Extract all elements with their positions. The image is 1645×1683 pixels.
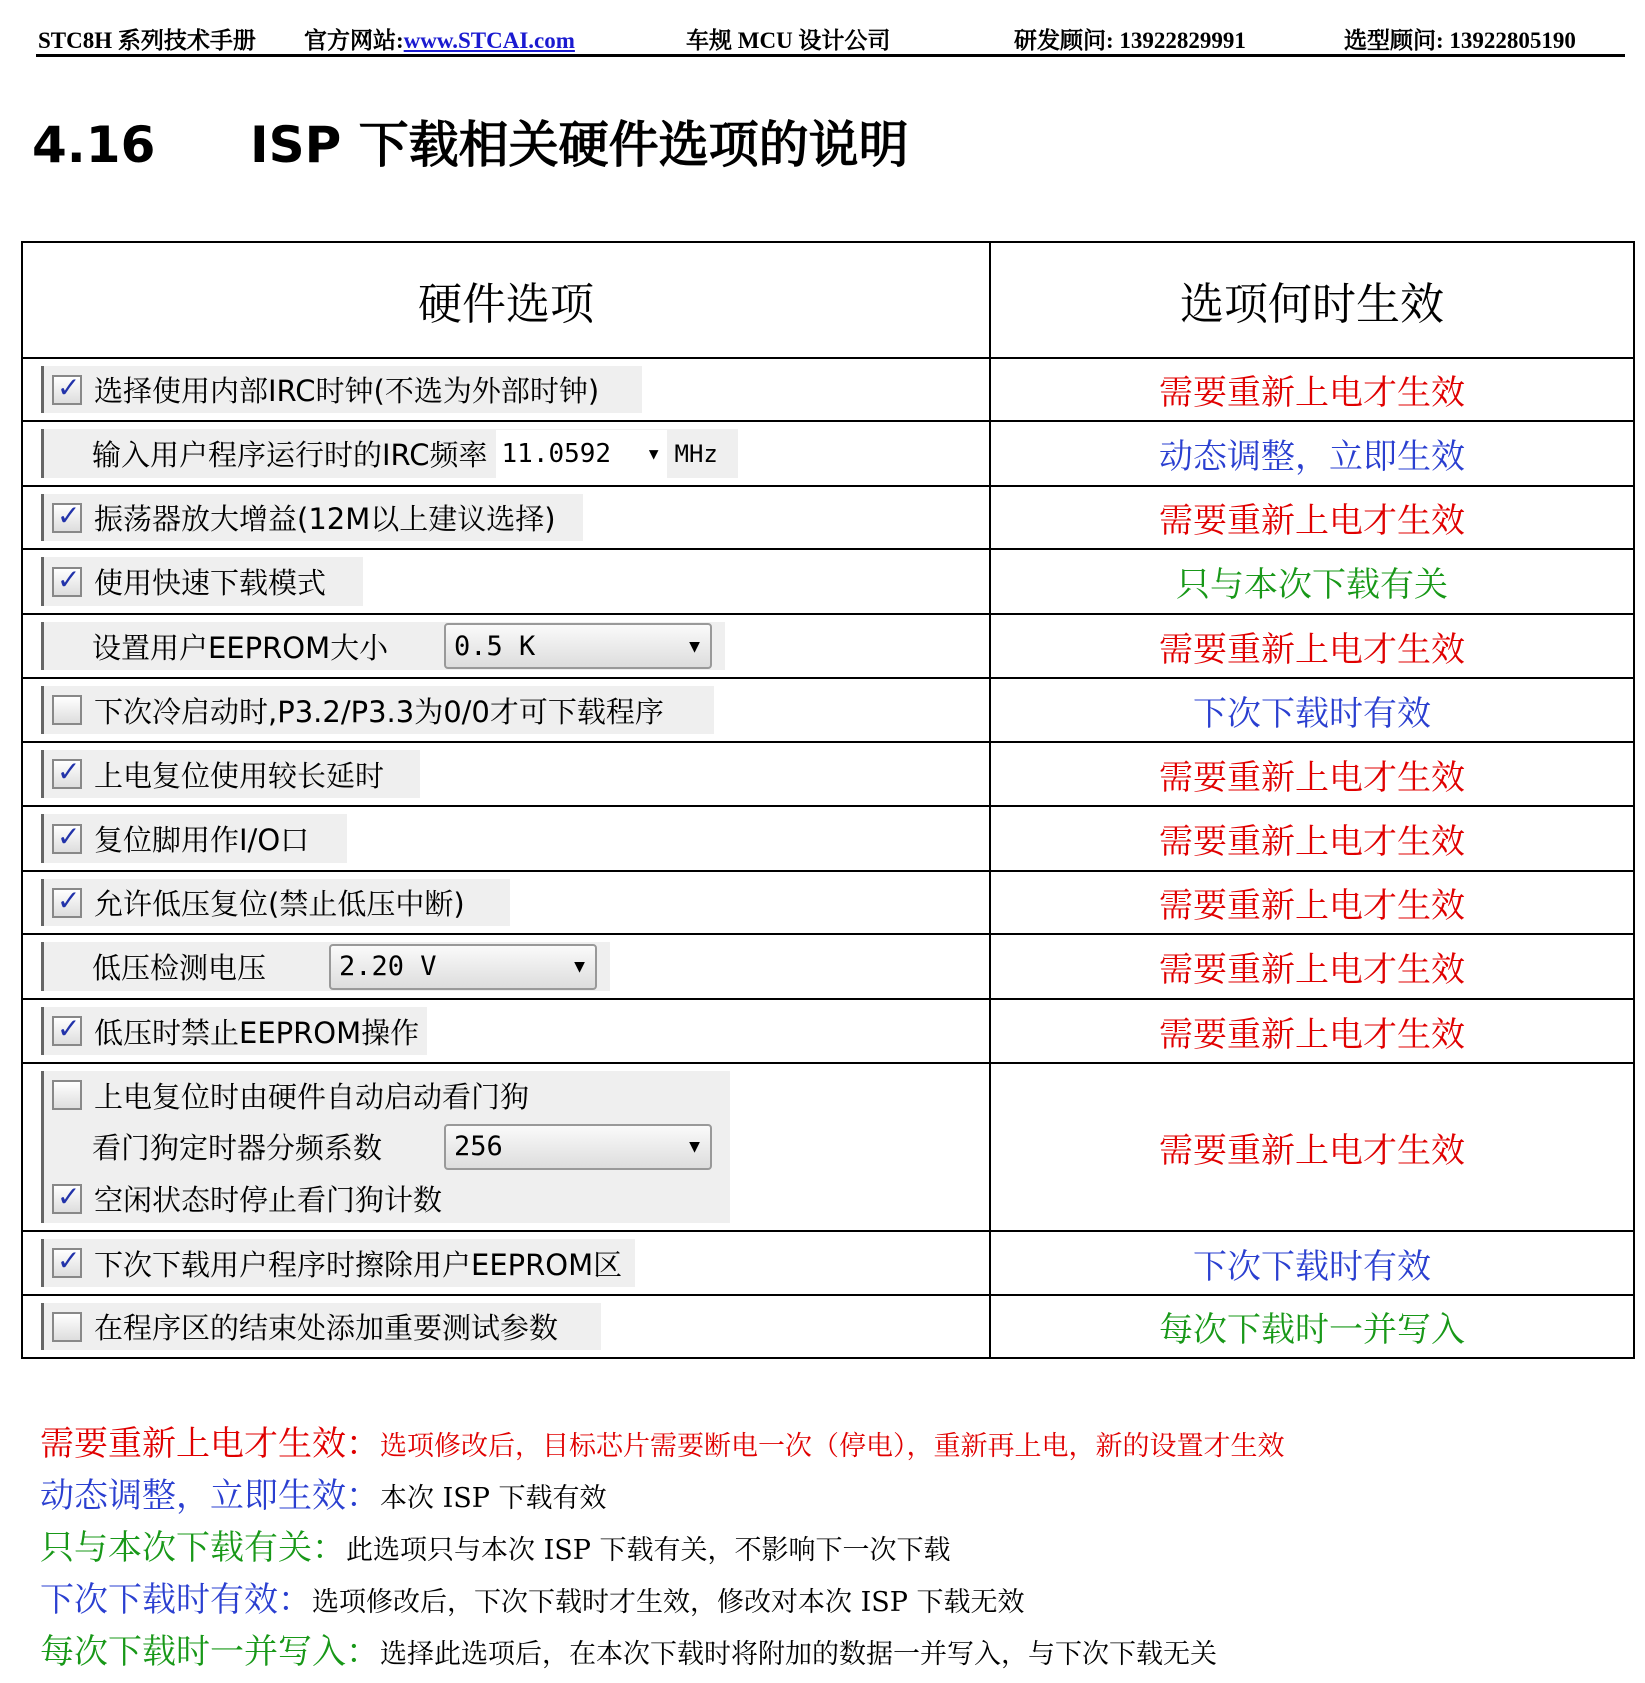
col-header-options: 硬件选项: [22, 242, 990, 358]
chevron-down-icon[interactable]: ▼: [689, 635, 700, 657]
table-row: [22, 742, 1634, 806]
effect-cell: 需要重新上电才生效: [990, 486, 1634, 549]
option-cell: [22, 358, 990, 421]
option-line[interactable]: [44, 1075, 529, 1116]
option-panel: [41, 1303, 601, 1350]
option-label: 下次冷启动时,P3.2/P3.3为0/0才可下载程序: [94, 694, 664, 729]
dropdown-value: 0.5 K: [454, 630, 536, 662]
legend-item: [40, 1572, 1025, 1621]
table-row: [22, 358, 1634, 421]
table-row: [22, 871, 1634, 934]
checkbox-icon[interactable]: [52, 759, 82, 789]
option-line[interactable]: [44, 882, 465, 923]
option-label: 复位脚用作I/O口: [94, 823, 310, 857]
option-panel: [41, 1007, 427, 1055]
legend-desc: 选项修改后，目标芯片需要断电一次（停电），重新再上电，新的设置才生效: [380, 1431, 1285, 1462]
option-cell: [22, 806, 990, 871]
option-panel: [41, 1239, 635, 1287]
option-panel: [41, 814, 347, 863]
option-panel: [41, 750, 420, 798]
rd-contact: 研发顾问: 13922829991: [1014, 28, 1246, 53]
legend-item: [40, 1624, 1217, 1673]
checkbox-icon[interactable]: [52, 375, 82, 405]
table-row: [22, 678, 1634, 742]
option-cell: [22, 999, 990, 1063]
section-number: 4.16: [32, 116, 156, 174]
table-row: [22, 486, 1634, 549]
option-panel: [41, 879, 510, 926]
dropdown-select[interactable]: [444, 623, 712, 669]
dropdown-select[interactable]: [329, 944, 597, 990]
sel-contact: 选型顾问: 13922805190: [1344, 28, 1576, 53]
legend-desc: 选择此选项后，在本次下载时将附加的数据一并写入，与下次下载无关: [380, 1639, 1217, 1670]
option-label: 在程序区的结束处添加重要测试参数: [94, 1311, 559, 1345]
effect-cell: 需要重新上电才生效: [990, 871, 1634, 934]
option-label: 振荡器放大增益(12M以上建议选择): [94, 502, 556, 536]
option-label: 低压时禁止EEPROM操作: [94, 1015, 420, 1050]
checkbox-icon[interactable]: [52, 1016, 82, 1046]
dropdown-value: 2.20 V: [339, 951, 437, 982]
table-row: [22, 1295, 1634, 1358]
option-cell: [22, 1231, 990, 1295]
legend-desc: 本次 ISP 下载有效: [380, 1483, 607, 1514]
legend-item: [40, 1468, 607, 1517]
option-panel: [41, 557, 363, 606]
dropdown-select[interactable]: [444, 1124, 712, 1170]
effect-cell: 下次下载时有效: [990, 1231, 1634, 1295]
legend-term: 需要重新上电才生效：: [40, 1424, 380, 1464]
option-line[interactable]: [44, 1306, 558, 1347]
option-line[interactable]: [44, 754, 384, 795]
option-cell: [22, 614, 990, 678]
table-row: [22, 421, 1634, 486]
option-label: 输入用户程序运行时的IRC频率: [92, 438, 488, 472]
chevron-down-icon[interactable]: ▼: [648, 444, 659, 463]
input-value: 11.0592: [501, 438, 612, 469]
chevron-down-icon[interactable]: ▼: [689, 1136, 700, 1158]
dropdown-value: 256: [454, 1131, 503, 1163]
option-line[interactable]: [44, 561, 326, 602]
site-link[interactable]: www.STCAI.com: [403, 28, 575, 53]
checkbox-icon[interactable]: [52, 1184, 82, 1214]
checkbox-icon[interactable]: [52, 1248, 82, 1278]
checkbox-icon[interactable]: [52, 824, 82, 854]
option-cell: [22, 934, 990, 999]
option-label: 看门狗定时器分频系数: [92, 1131, 383, 1166]
effect-cell: 需要重新上电才生效: [990, 806, 1634, 871]
table-row: [22, 1063, 1634, 1231]
company: 车规 MCU 设计公司: [686, 28, 891, 53]
effect-cell: 需要重新上电才生效: [990, 1063, 1634, 1231]
table-row: [22, 1231, 1634, 1295]
table-row: [22, 934, 1634, 999]
checkbox-icon[interactable]: [52, 1312, 82, 1342]
option-panel: [41, 494, 583, 541]
option-label: 上电复位使用较长延时: [94, 758, 385, 793]
checkbox-icon[interactable]: [52, 1080, 82, 1110]
effect-cell: 只与本次下载有关: [990, 549, 1634, 614]
chevron-down-icon[interactable]: ▼: [574, 956, 585, 977]
legend-item: [40, 1416, 1285, 1465]
option-cell: [22, 1063, 990, 1231]
legend-term: 每次下载时一并写入：: [40, 1632, 380, 1672]
option-line[interactable]: [44, 1011, 419, 1052]
option-cell: [22, 678, 990, 742]
option-line: [44, 1123, 730, 1171]
legend-term: 只与本次下载有关：: [40, 1528, 346, 1568]
legend-desc: 选项修改后，下次下载时才生效，修改对本次 ISP 下载无效: [312, 1587, 1025, 1618]
table-row: [22, 999, 1634, 1063]
effect-cell: 每次下载时一并写入: [990, 1295, 1634, 1358]
option-line: [44, 943, 610, 991]
effect-cell: 需要重新上电才生效: [990, 358, 1634, 421]
options-table: [21, 241, 1635, 1359]
effect-cell: 需要重新上电才生效: [990, 614, 1634, 678]
section-title: [32, 105, 909, 177]
option-cell: [22, 549, 990, 614]
table-row: [22, 806, 1634, 871]
option-cell: [22, 871, 990, 934]
option-label: 上电复位时由硬件自动启动看门狗: [94, 1079, 530, 1114]
option-line[interactable]: [44, 690, 664, 731]
option-label: 下次下载用户程序时擦除用户EEPROM区: [94, 1247, 623, 1282]
option-panel: [41, 366, 642, 413]
checkbox-icon[interactable]: [52, 888, 82, 918]
col-header-effect: 选项何时生效: [990, 242, 1634, 358]
checkbox-icon[interactable]: [52, 503, 82, 533]
option-cell: [22, 1295, 990, 1358]
option-line: [44, 430, 718, 478]
checkbox-icon[interactable]: [52, 695, 82, 725]
option-line[interactable]: [44, 369, 599, 410]
effect-cell: 动态调整，立即生效: [990, 421, 1634, 486]
option-line[interactable]: [44, 818, 309, 859]
option-label: 允许低压复位(禁止低压中断): [94, 887, 465, 921]
unit-label: MHz: [674, 439, 718, 468]
option-line[interactable]: [44, 1178, 442, 1219]
legend-item: [40, 1520, 951, 1569]
option-label: 低压检测电压: [92, 951, 267, 985]
effect-cell: 下次下载时有效: [990, 678, 1634, 742]
option-panel: [41, 1071, 730, 1223]
table-row: [22, 614, 1634, 678]
manual-name: STC8H 系列技术手册: [38, 28, 256, 53]
option-line[interactable]: [44, 1243, 622, 1284]
option-panel: [41, 429, 738, 478]
option-label: 使用快速下载模式: [94, 566, 327, 600]
site-label: 官方网站:: [304, 28, 404, 53]
option-cell: [22, 742, 990, 806]
effect-cell: 需要重新上电才生效: [990, 934, 1634, 999]
option-line: [44, 622, 725, 670]
frequency-input[interactable]: [496, 430, 667, 478]
legend-term: 下次下载时有效：: [40, 1580, 312, 1620]
section-heading: ISP 下载相关硬件选项的说明: [250, 116, 909, 174]
option-panel: [41, 686, 714, 734]
option-label: 选择使用内部IRC时钟(不选为外部时钟): [94, 374, 600, 408]
table-row: [22, 549, 1634, 614]
option-panel: [41, 622, 725, 670]
page-header: [36, 18, 1625, 57]
effect-cell: 需要重新上电才生效: [990, 742, 1634, 806]
checkbox-icon[interactable]: [52, 567, 82, 597]
option-line[interactable]: [44, 497, 556, 538]
option-cell: [22, 486, 990, 549]
legend-term: 动态调整，立即生效：: [40, 1476, 380, 1516]
effect-cell: 需要重新上电才生效: [990, 999, 1634, 1063]
option-label: 设置用户EEPROM大小: [92, 630, 389, 665]
option-panel: [41, 942, 610, 991]
option-cell: [22, 421, 990, 486]
legend-desc: 此选项只与本次 ISP 下载有关，不影响下一次下载: [346, 1535, 951, 1566]
option-label: 空闲状态时停止看门狗计数: [94, 1183, 443, 1218]
